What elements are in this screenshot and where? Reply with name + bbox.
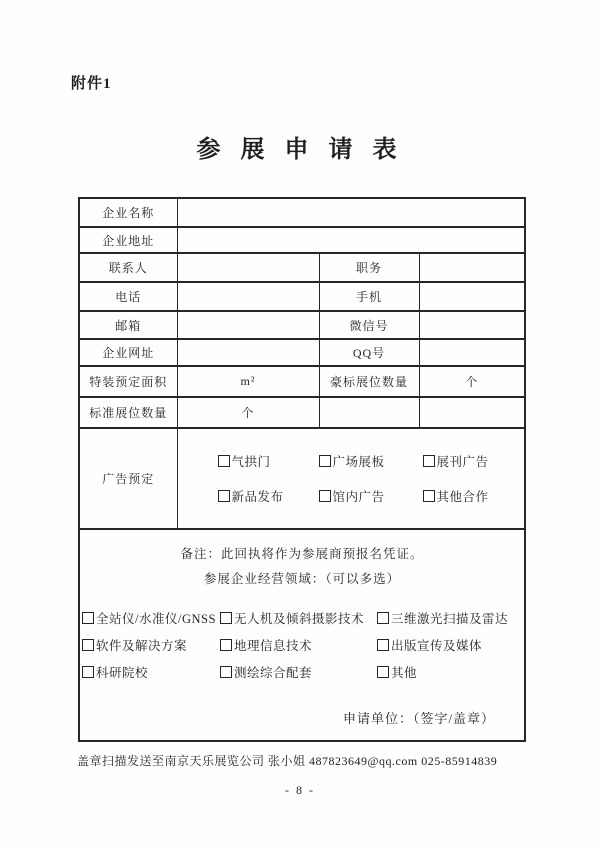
company-address-label: 企业地址 [79,227,177,253]
email-label: 邮箱 [79,311,177,339]
laser-scan-radar-checkbox[interactable]: 三维激光扫描及雷达 [377,609,524,627]
plaza-board-checkbox[interactable]: 广场展板 [319,452,423,470]
mapping-support-checkbox[interactable]: 测绘综合配套 [220,663,377,681]
other-checkbox[interactable]: 其他 [377,663,524,681]
wechat-input[interactable] [419,311,525,339]
website-input[interactable] [177,339,319,366]
gis-tech-checkbox[interactable]: 地理信息技术 [220,636,377,654]
phone-label: 电话 [79,282,177,311]
magazine-ad-checkbox[interactable]: 展刊广告 [423,452,525,470]
application-form-table [78,197,526,742]
ad-options-cell [177,428,525,529]
company-name-label: 企业名称 [79,198,177,227]
phone-input[interactable] [177,282,319,311]
wechat-label: 微信号 [319,311,419,339]
position-input[interactable] [419,253,525,282]
checkbox-icon [319,490,331,502]
footer-contact-note: 盖章扫描发送至南京天乐展览公司 张小姐 487823649@qq.com 025-85914839 [77,754,498,768]
page-title: 参 展 申 请 表 [196,137,404,163]
special-booth-area-input[interactable]: m² [177,366,319,397]
qq-input[interactable] [419,339,525,366]
checkbox-icon [377,639,389,651]
checkbox-icon [82,612,94,624]
checkbox-icon [423,490,435,502]
software-solutions-checkbox[interactable]: 软件及解决方案 [82,636,220,654]
deluxe-booth-qty-label: 豪标展位数量 [319,366,419,397]
table-row [79,529,525,741]
company-name-input[interactable] [177,198,525,227]
business-options-grid [82,609,524,681]
table-row [79,339,525,366]
standard-booth-qty-label: 标准展位数量 [79,397,177,428]
checkbox-icon [377,612,389,624]
hall-ad-checkbox[interactable]: 馆内广告 [319,487,423,505]
table-row [79,397,525,428]
checkbox-icon [220,612,232,624]
checkbox-icon [220,666,232,678]
checkbox-icon [218,455,230,467]
table-row [79,366,525,397]
table-row [79,428,525,529]
checkbox-icon [82,666,94,678]
mobile-label: 手机 [319,282,419,311]
business-scope-label: 参展企业经营领域：（可以多选） [203,571,401,586]
ad-options-grid [218,452,525,505]
remark-text: 备注：此回执将作为参展商预报名凭证。 [180,546,424,561]
uav-photography-checkbox[interactable]: 无人机及倾斜摄影技术 [220,609,377,627]
publishing-media-checkbox[interactable]: 出版宣传及媒体 [377,636,524,654]
email-input[interactable] [177,311,319,339]
empty-cell[interactable] [319,397,419,428]
standard-booth-qty-input[interactable]: 个 [177,397,319,428]
table-row [79,253,525,282]
website-label: 企业网址 [79,339,177,366]
table-row [79,282,525,311]
page-number: - 8 - [285,783,315,797]
contact-person-label: 联系人 [79,253,177,282]
special-booth-area-label: 特装预定面积 [79,366,177,397]
mobile-input[interactable] [419,282,525,311]
checkbox-icon [319,455,331,467]
deluxe-booth-qty-input[interactable]: 个 [419,366,525,397]
company-address-input[interactable] [177,227,525,253]
ad-reservation-label: 广告预定 [79,428,177,529]
checkbox-icon [218,490,230,502]
total-station-checkbox[interactable]: 全站仪/水准仪/GNSS [82,609,220,627]
checkbox-icon [377,666,389,678]
attachment-label: 附件1 [71,76,112,92]
new-product-checkbox[interactable]: 新品发布 [218,487,319,505]
contact-person-input[interactable] [177,253,319,282]
table-row [79,227,525,253]
table-row [79,311,525,339]
air-arch-checkbox[interactable]: 气拱门 [218,452,319,470]
notes-cell [79,529,525,741]
applicant-signature-label: 申请单位：（签字/盖章） [342,710,496,726]
empty-cell[interactable] [419,397,525,428]
position-label: 职务 [319,253,419,282]
checkbox-icon [220,639,232,651]
other-coop-checkbox[interactable]: 其他合作 [423,487,525,505]
checkbox-icon [423,455,435,467]
table-row [79,198,525,227]
qq-label: QQ号 [319,339,419,366]
checkbox-icon [82,639,94,651]
research-institute-checkbox[interactable]: 科研院校 [82,663,220,681]
